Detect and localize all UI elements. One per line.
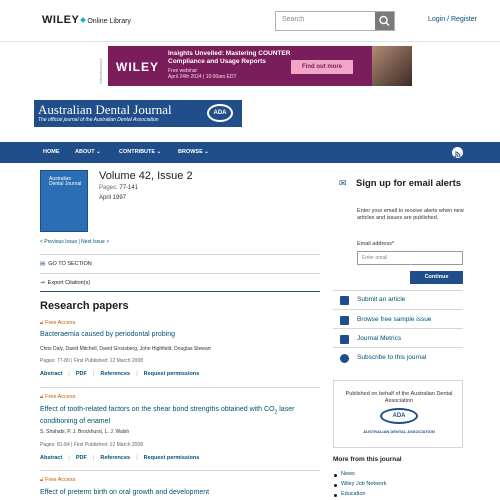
search-placeholder: Search (282, 16, 305, 23)
go-to-section[interactable]: ▤ GO TO SECTION (40, 261, 92, 267)
unlock-icon: 🔓︎ (40, 394, 44, 400)
issue-cover-image[interactable] (40, 170, 88, 232)
society-name: AUSTRALIAN DENTAL ASSOCIATION (363, 429, 435, 434)
ad-subtitle: Free webinar April 24th 2024 | 10:00am EDT (168, 68, 237, 80)
society-box[interactable] (333, 380, 463, 448)
subscribe-icon (340, 354, 349, 363)
journal-banner[interactable] (34, 100, 242, 127)
chevron-down-icon: ⌄ (96, 149, 101, 155)
wiley-logo[interactable]: WILEY Online Library (42, 14, 131, 26)
journal-metrics-link[interactable]: Journal Metrics (357, 335, 402, 342)
ada-society-logo: ADA (380, 408, 418, 424)
email-alert-icon: ✉ (339, 178, 347, 188)
article-links: Abstract | PDF | References | Request permissions (40, 455, 200, 461)
unlock-icon: 🔓︎ (40, 320, 44, 326)
nav-about[interactable]: ABOUT ⌄ (75, 149, 101, 155)
browse-free-sample-link[interactable]: Browse free sample issue (357, 316, 432, 323)
more-item-job-network[interactable]: Wiley Job Network (341, 481, 387, 487)
ad-photo (372, 46, 412, 86)
free-access-badge: 🔓︎ Free Access (40, 320, 76, 326)
free-access-badge: 🔓︎ Free Access (40, 394, 76, 400)
prev-next-issue-links[interactable]: < Previous Issue | Next Issue > (40, 239, 110, 245)
divider (40, 470, 320, 471)
document-icon (340, 316, 349, 325)
ad-banner[interactable] (108, 46, 412, 86)
journal-name: Australian Dental Journal (38, 102, 172, 117)
divider (333, 328, 463, 329)
bullet (334, 474, 337, 477)
list-icon: ▤ (40, 261, 46, 267)
journal-tagline: The official journal of the Australian Dental Association (38, 117, 159, 123)
email-alerts-heading: Sign up for email alerts (356, 178, 462, 189)
submit-article-link[interactable]: Submit an article (357, 296, 406, 303)
top-bar (0, 0, 500, 42)
export-citations[interactable]: ⇥ Export Citation(s) (40, 280, 91, 286)
subscribe-link[interactable]: Subscribe to this journal (357, 354, 427, 361)
ada-logo: ADA (207, 104, 233, 122)
request-permissions-link[interactable]: Request permissions (143, 371, 200, 377)
email-field[interactable]: Enter email (357, 251, 463, 265)
metrics-icon (340, 335, 349, 344)
abstract-link[interactable]: Abstract (40, 371, 63, 377)
divider (333, 290, 463, 291)
divider (40, 273, 320, 274)
chevron-down-icon: ⌄ (204, 149, 209, 155)
article-title[interactable]: Effect of preterm birth on oral growth and development (40, 489, 210, 496)
email-label: Email address* (357, 241, 394, 247)
login-register-link[interactable]: Login / Register (428, 16, 478, 23)
divider (333, 309, 463, 310)
pdf-link[interactable]: PDF (75, 371, 87, 377)
cover-title: Australian Dental Journal (49, 176, 82, 187)
nav-browse[interactable]: BROWSE ⌄ (178, 149, 209, 155)
rss-icon[interactable] (452, 147, 463, 158)
divider (40, 387, 320, 388)
nav-home[interactable]: HOME (43, 149, 60, 155)
ad-title: Insights Unveiled: Mastering COUNTER Compliance and Usage Reports (168, 50, 291, 65)
search-button[interactable] (375, 12, 394, 30)
journal-nav (0, 142, 500, 163)
more-from-journal-heading: More from this journal (333, 456, 402, 463)
submit-icon (340, 296, 349, 305)
pdf-link[interactable]: PDF (75, 455, 87, 461)
request-permissions-link[interactable]: Request permissions (143, 455, 200, 461)
divider (40, 254, 320, 255)
ad-cta-button[interactable]: Find out more (291, 60, 353, 74)
export-icon: ⇥ (40, 280, 45, 286)
issue-pages: Pages: 77-141 (99, 185, 139, 191)
section-heading: Research papers (40, 300, 129, 312)
bullet (334, 494, 337, 497)
article-links: Abstract | PDF | References | Request permissions (40, 371, 200, 377)
search-icon (375, 12, 394, 30)
issue-title: Volume 42, Issue 2 (99, 170, 193, 182)
published-on-behalf-text: Published on behalf of the Australian Dental Association (345, 391, 453, 404)
nav-contribute[interactable]: CONTRIBUTE ⌄ (119, 149, 162, 155)
ad-brand: WILEY (116, 60, 159, 74)
article-authors[interactable]: S. Shahabi, P. J. Brockhurst, L. J. Walsh (40, 429, 130, 435)
search-input[interactable] (275, 11, 395, 31)
references-link[interactable]: References (100, 455, 131, 461)
bullet (334, 484, 337, 487)
continue-button[interactable]: Continue (410, 271, 463, 284)
more-item-education[interactable]: Education (341, 491, 366, 497)
more-item-news[interactable]: News (341, 471, 355, 477)
unlock-icon: 🔓︎ (40, 477, 44, 483)
advertisement-label: Advertisement (98, 58, 103, 84)
divider (333, 347, 463, 348)
article-title[interactable]: Effect of tooth-related factors on the shear bond strengths obtained with $CO_2$ laser conditioning of enamel (40, 406, 295, 426)
divider (40, 291, 320, 292)
article-title[interactable]: Bacteraemia caused by periodontal probing (40, 331, 176, 338)
free-access-badge: 🔓︎ Free Access (40, 477, 76, 483)
references-link[interactable]: References (100, 371, 131, 377)
email-alerts-description: Enter your email to receive alerts when new articles and issues are published. (357, 208, 464, 221)
article-pages: Pages: 77-80 | First Published: 12 March 2008 (40, 358, 144, 364)
abstract-link[interactable]: Abstract (40, 455, 63, 461)
article-pages: Pages: 81-84 | First Published: 12 March 2008 (40, 442, 144, 448)
article-authors[interactable]: Chris Daly, David Mitchell, David Grossberg, John Highfield, Douglas Stewart (40, 346, 211, 352)
chevron-down-icon: ⌄ (156, 149, 162, 155)
issue-date: April 1997 (99, 195, 127, 201)
